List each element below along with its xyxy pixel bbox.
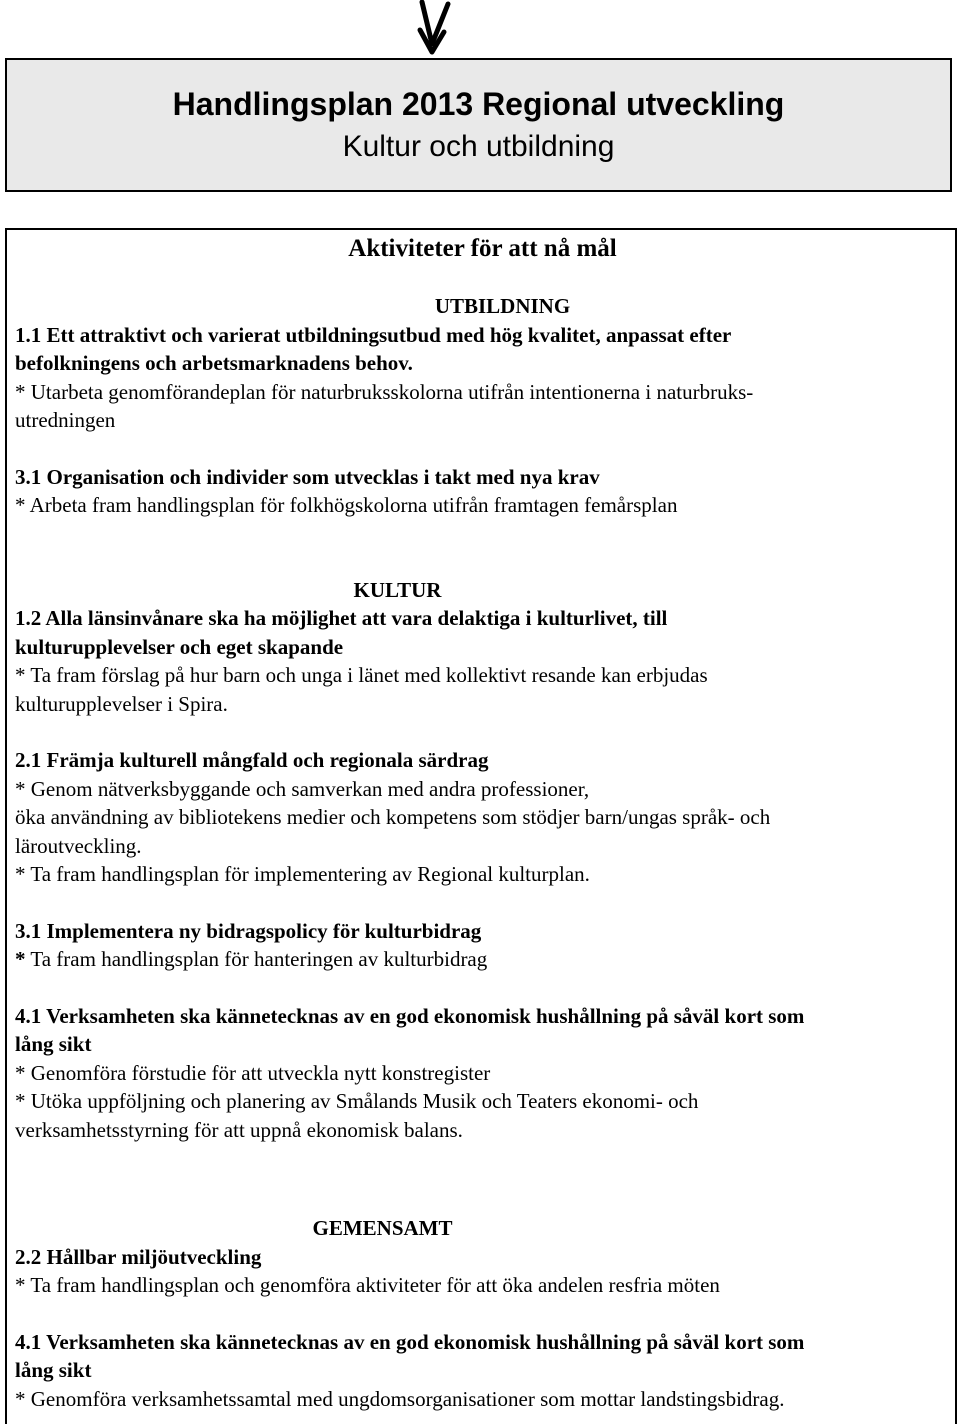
gemensamt-goal-1: 2.2 Hållbar miljöutveckling: [15, 1244, 262, 1269]
kultur-action-5: * Genomföra förstudie för att utveckla nytt konstregister: [15, 1060, 491, 1085]
document-body: [15, 230, 950, 1413]
kultur-action-6-line2: verksamhetsstyrning för att uppnå ekonomisk balans.: [15, 1117, 463, 1142]
gemensamt-label: GEMENSAMT: [312, 1216, 453, 1240]
title-box: [5, 58, 952, 192]
document-title: Handlingsplan 2013 Regional utveckling: [172, 86, 785, 122]
utbildning-goal-2: 3.1 Organisation och individer som utvecklas i takt med nya krav: [15, 464, 600, 489]
kultur-action-2-line1: * Genom nätverksbyggande och samverkan med andra professioner,: [15, 776, 590, 801]
document-subtitle: Kultur och utbildning: [342, 130, 615, 163]
gemensamt-goal-2-line1: 4.1 Verksamheten ska kännetecknas av en god ekonomisk hushållning på såväl kort som: [15, 1329, 805, 1354]
kultur-action-6-line1: * Utöka uppföljning och planering av Smålands Musik och Teaters ekonomi- och: [15, 1089, 699, 1113]
utbildning-action-1-line2: utredningen: [15, 408, 116, 432]
kultur-goal-1-line2: kulturupplevelser och eget skapande: [15, 634, 344, 659]
utbildning-goal-1-line2: befolkningens och arbetsmarknadens behov.: [15, 351, 413, 375]
kultur-action-4-text: Ta fram handlingsplan för hanteringen av kulturbidrag: [25, 947, 488, 971]
utbildning-action-1-line1: * Utarbeta genomförandeplan för naturbruksskolorna utifrån intentionerna i naturbruks-: [15, 379, 754, 404]
section-heading: Aktiviteter för att nå mål: [348, 235, 617, 262]
gemensamt-action-2: * Genomföra verksamhetssamtal med ungdomsorganisationer som mottar landstingsbidrag.: [15, 1386, 785, 1411]
kultur-action-1-line2: kulturupplevelser i Spira.: [15, 691, 228, 716]
gemensamt-action-1: * Ta fram handlingsplan och genomföra aktiviteter för att öka andelen resfria möten: [15, 1273, 720, 1297]
kultur-action-4-star: *: [15, 947, 26, 971]
kultur-action-1-line1: * Ta fram förslag på hur barn och unga i länet med kollektivt resande kan erbjudas: [15, 663, 708, 687]
kultur-action-4: [15, 945, 950, 974]
kultur-goal-4-line2: lång sikt: [15, 1032, 92, 1056]
utbildning-goal-1-line1: 1.1 Ett attraktivt och varierat utbildningsutbud med hög kvalitet, anpassat efter: [15, 322, 732, 347]
kultur-action-3: * Ta fram handlingsplan för implementering av Regional kulturplan.: [15, 862, 590, 886]
kultur-action-2-line3: läroutveckling.: [15, 833, 142, 858]
kultur-goal-3: 3.1 Implementera ny bidragspolicy för kulturbidrag: [15, 918, 482, 943]
kultur-goal-4-line1: 4.1 Verksamheten ska kännetecknas av en god ekonomisk hushållning på såväl kort som: [15, 1003, 805, 1028]
kultur-action-2-line2: öka användning av bibliotekens medier och kompetens som stödjer barn/ungas språk- och: [15, 805, 771, 829]
kultur-goal-1-line1: 1.2 Alla länsinvånare ska ha möjlighet att vara delaktiga i kulturlivet, till: [15, 606, 668, 630]
kultur-goal-2: 2.1 Främja kulturell mångfald och regionala särdrag: [15, 748, 489, 772]
kultur-label: KULTUR: [353, 577, 442, 602]
down-arrow-icon: [408, 0, 458, 58]
gemensamt-goal-2-line2: lång sikt: [15, 1358, 92, 1382]
utbildning-label: UTBILDNING: [434, 294, 571, 318]
utbildning-action-2: * Arbeta fram handlingsplan för folkhögskolorna utifrån framtagen femårsplan: [15, 493, 678, 517]
